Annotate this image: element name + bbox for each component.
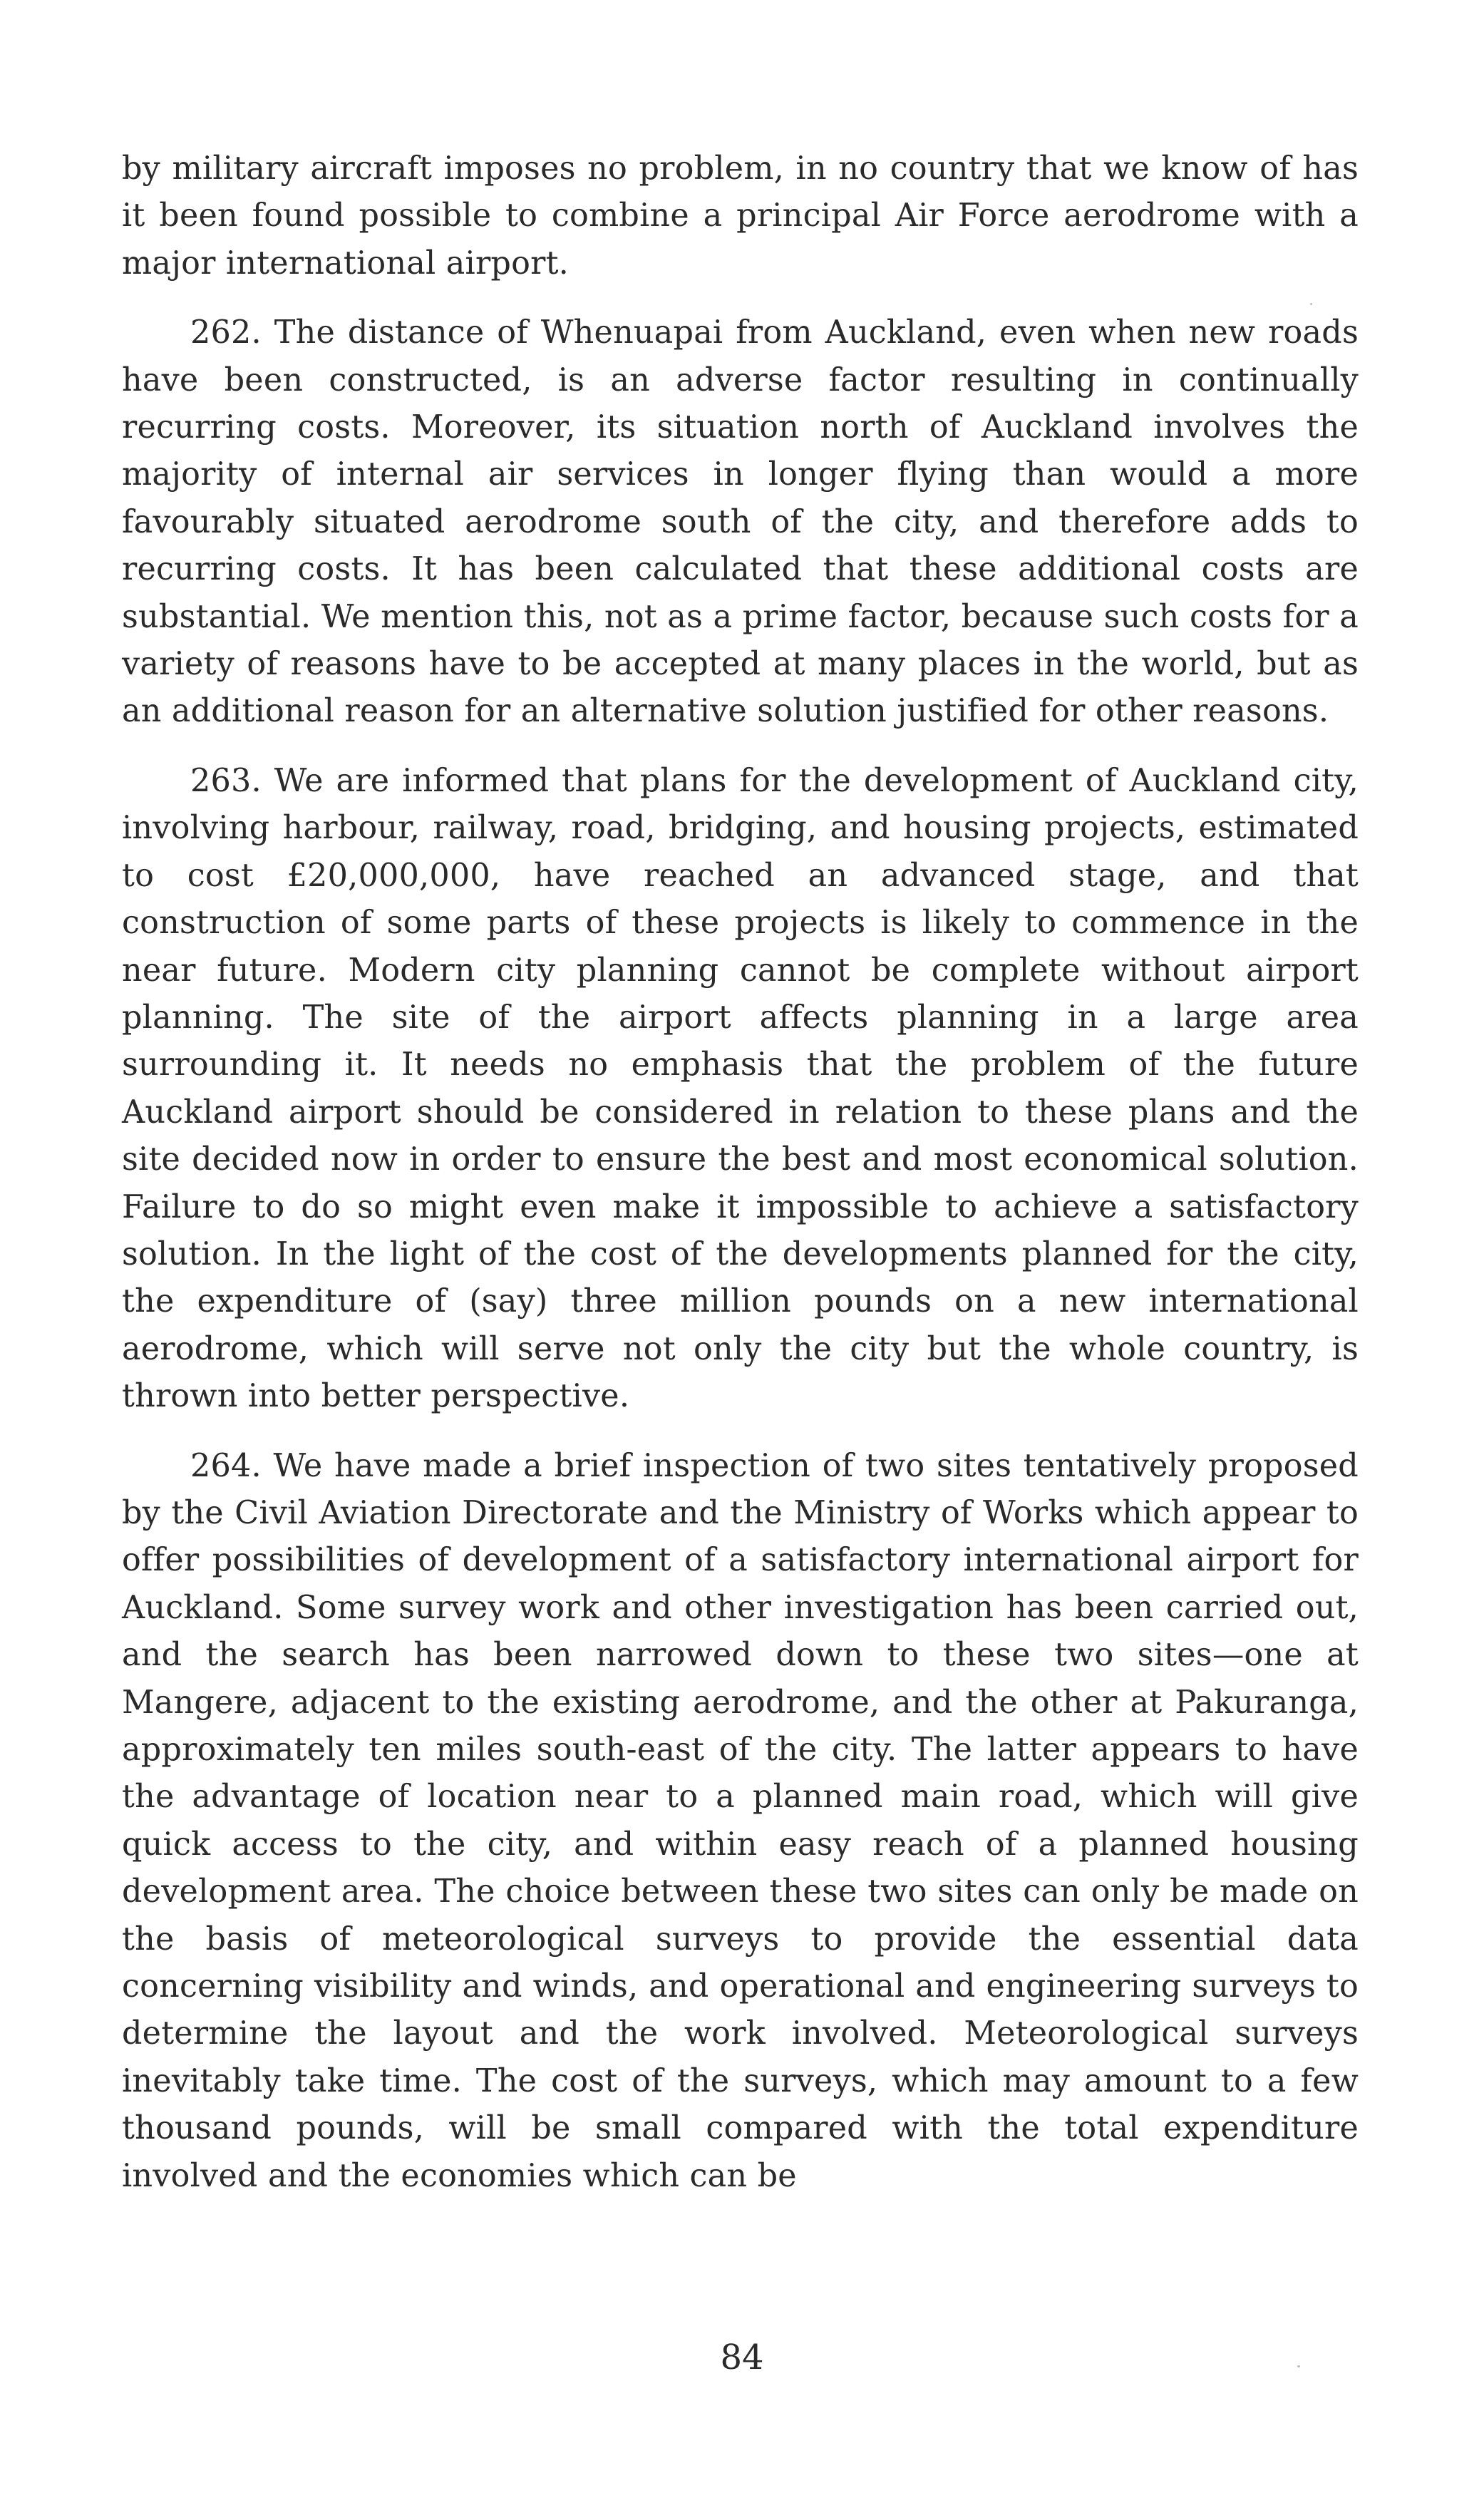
paragraph-262: 262. The distance of Whenuapai from Auckland, even when new roads have been constructed, is an adverse factor resulting in continually recurring costs. Moreover, its situation north of Auckland involves the majority of internal air services in longer flying than would a more favourably situated aerodrome south of the city, and therefore adds to recurring costs. It has been calculated that these additional costs are substantial. We mention this, not as a prime factor, because such costs for a variety of reasons have to be accepted at many places in the world, but as an additional reason for an alternative solution justified for other reasons. (122, 314, 1359, 730)
paragraph-264: 264. We have made a brief inspection of two sites tentatively proposed by the Civil Aviation Directorate and the Ministry of Works which appear to offer possibilities of development of a satisfactory international airport for Auckland. Some survey work and other investigation has been carried out, and the search has been narrowed down to these two sites—one at Mangere, adjacent to the existing aerodrome, and the other at Pakuranga, approximately ten miles south-east of the city. The latter appears to have the advantage of location near to a planned main road, which will give quick access to the city, and within easy reach of a planned housing development area. The choice between these two sites can only be made on the basis of meteorological surveys to provide the essential data concerning visibility and winds, and operational and engineering surveys to determine the layout and the work involved. Meteorological surveys inevitably take time. The cost of the surveys, which may amount to a few thousand pounds, will be small compared with the total expenditure involved and the economies which can be (122, 1447, 1359, 2194)
page-number: 84 (720, 2338, 764, 2377)
paragraph-continuation: by military aircraft imposes no problem, in no country that we know of has it been found possible to combine a principal Air Force aerodrome with a major international airport. (122, 150, 1359, 282)
paragraph-263: 263. We are informed that plans for the development of Auckland city, involving harbour, railway, road, bridging, and housing projects, estimated to cost £20,000,000, have reached an advanced stage, and that construction of some parts of these projects is likely to commence in the near future. Modern city planning cannot be complete without airport planning. The site of the airport affects planning in a large area surrounding it. It needs no emphasis that the problem of the future Auckland airport should be considered in relation to these plans and the site decided now in order to ensure the best and most economical solution. Failure to do so might even make it impossible to achieve a satisfactory solution. In the light of the cost of the developments planned for the city, the expenditure of (say) three million pounds on a new international aerodrome, which will serve not only the city but the whole country, is thrown into better perspective. (122, 762, 1359, 1415)
scan-speck-mark (1310, 303, 1312, 305)
body-text (122, 145, 1359, 2222)
scan-speck-mark (1297, 2365, 1300, 2367)
